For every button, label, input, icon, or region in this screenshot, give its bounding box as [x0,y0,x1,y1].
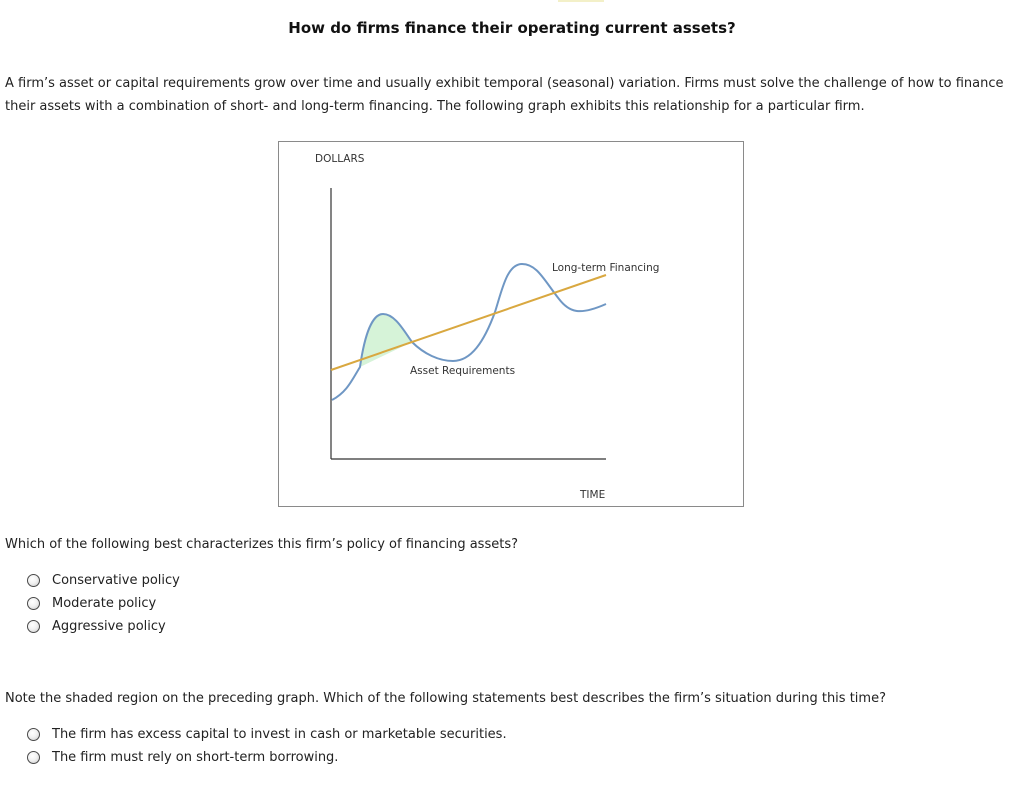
question-1-options [27,569,180,638]
asset-requirements-label: Asset Requirements [410,365,516,377]
top-accent-bar [558,0,604,2]
option-short-term-borrowing[interactable] [27,746,507,769]
question-1-text: Which of the following best characterizes this firm’s policy of financing assets? [5,537,518,552]
page-title: How do firms finance their operating current assets? [288,19,736,37]
option-conservative-policy[interactable] [27,569,180,592]
financing-graph-svg [279,142,745,508]
shaded-region [360,314,412,367]
option-label: Conservative policy [52,573,180,588]
long-term-financing-label: Long-term Financing [552,262,660,274]
option-aggressive-policy[interactable] [27,615,180,638]
question-2-options [27,723,507,769]
x-axis-label: TIME [580,489,606,501]
radio-button-icon[interactable] [27,620,40,633]
radio-button-icon[interactable] [27,728,40,741]
option-label: The firm must rely on short-term borrowing. [52,750,339,765]
radio-button-icon[interactable] [27,574,40,587]
option-label: Aggressive policy [52,619,166,634]
option-label: Moderate policy [52,596,157,611]
option-label: The firm has excess capital to invest in cash or marketable securities. [52,727,507,742]
financing-graph [278,141,744,507]
radio-button-icon[interactable] [27,597,40,610]
option-excess-capital[interactable] [27,723,507,746]
radio-button-icon[interactable] [27,751,40,764]
question-2-text: Note the shaded region on the preceding graph. Which of the following statements best describes the firm’s situation during this time? [5,691,886,706]
intro-paragraph: A firm’s asset or capital requirements grow over time and usually exhibit temporal (seasonal) variation. Firms must solve the challenge of how to finance their assets with a combination of short- and long-term financing. The following graph exhibits this relationship for a particular firm. [5,76,1004,114]
y-axis-label: DOLLARS [315,153,365,165]
option-moderate-policy[interactable] [27,592,180,615]
